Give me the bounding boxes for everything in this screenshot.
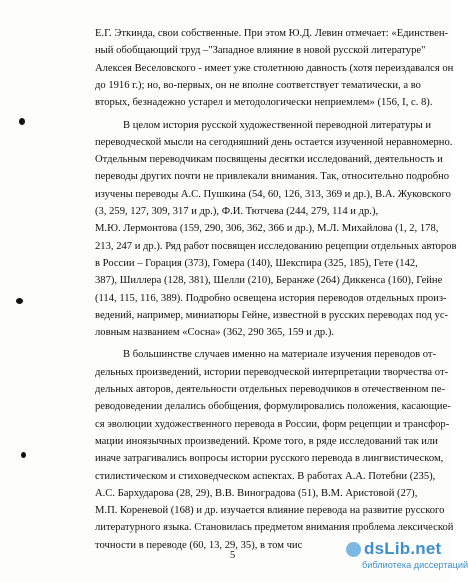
watermark-brand: dsLib.net bbox=[364, 539, 442, 558]
watermark-subtitle: библиотека диссертаций bbox=[362, 560, 468, 570]
dslib-logo-icon bbox=[346, 542, 361, 557]
text-line: 213, 247 и др.). Ряд работ посвящен исследованию рецепции отдельных авторов bbox=[95, 240, 457, 252]
text-line: вторых, безнадежно устарел и методологически неприемлем» (156, I, с. 8). bbox=[95, 97, 433, 109]
text-line: ведений, например, миниатюры Гейне, известной в русских переводах под ус- bbox=[95, 309, 449, 321]
text-line: Отдельным переводчикам посвящены десятки исследований, деятельность и bbox=[95, 154, 443, 166]
text-line: Алексея Веселовского - имеет уже столетнюю давность (хотя переиздавался он bbox=[95, 62, 454, 74]
text-line: ловным названием «Сосна» (362, 290 365, 159 и др.). bbox=[95, 327, 334, 339]
dslib-watermark[interactable] bbox=[346, 539, 468, 577]
scan-speck bbox=[16, 298, 23, 304]
text-line: стилистическом и стиховедческом аспектах. В работах А.А. Потебни (235), bbox=[95, 470, 436, 482]
text-line: переводы других почти не привлекали внимания. Так, относительно подробно bbox=[95, 171, 450, 183]
text-line: в России – Горация (373), Гомера (140), Шекспира (325, 185), Гете (142, bbox=[95, 257, 418, 269]
text-line: М.П. Кореневой (168) и др. изучается влияние перевода на развитие русского bbox=[95, 505, 445, 517]
paragraph-start: В большинстве случаев именно на материале изучения переводов от- bbox=[123, 349, 437, 361]
text-line: литературного языка. Становилась предметом внимания проблема лексической bbox=[95, 522, 454, 534]
scan-speck bbox=[19, 118, 25, 125]
text-line: А.С. Бархударова (28, 29), В.В. Виноградова (51), В.М. Аристовой (27), bbox=[95, 487, 418, 499]
page-number: 5 bbox=[230, 550, 236, 561]
text-line: переводческой мысли на сегодняшний день остается изученной неравномерно. bbox=[95, 136, 453, 148]
text-line: изучены переводы А.С. Пушкина (54, 60, 126, 313, 369 и др.), В.А. Жуковского bbox=[95, 188, 451, 200]
text-line: реводоведении делались обобщения, формулировались положения, касающие- bbox=[95, 401, 451, 413]
text-line: М.Ю. Лермонтова (159, 290, 306, 362, 366 и др.), М.Л. Михайлова (1, 2, 178, bbox=[95, 223, 439, 235]
text-line: (114, 115, 116, 389). Подробно освещена история переводов отдельных произ- bbox=[95, 292, 447, 304]
text-line: до 1916 г.); но, во-первых, он не вполне соответствует тематически, а во bbox=[95, 79, 421, 91]
text-line: 387), Шиллера (128, 381), Шелли (210), Беранже (264) Диккенса (160), Гейне bbox=[95, 275, 443, 287]
text-line: ный обобщающий труд –"Западное влияние в новой русской литературе" bbox=[95, 45, 426, 57]
text-line: точности в переводе (60, 13, 29, 35), в том чис bbox=[95, 539, 303, 551]
paragraph-start: В целом история русской художественной переводной литературы и bbox=[123, 119, 432, 131]
text-line: (3, 259, 127, 309, 317 и др.), Ф.И. Тютчева (244, 279, 114 и др.), bbox=[95, 206, 379, 217]
text-line: иначе затрагивались вопросы истории русского перевода в лингвистическом, bbox=[95, 453, 444, 465]
text-line: дельных авторов, деятельности отдельных переводчиков в отечественном пе- bbox=[95, 384, 446, 395]
text-line: мации иноязычных произведений. Кроме того, в ряде исследований так или bbox=[95, 435, 438, 447]
text-line: дельных произведений, истории переводческой интерпретации творчества от- bbox=[95, 366, 449, 378]
text-line: ся эволюции художественного перевода в России, форм рецепции и трансфор- bbox=[95, 418, 450, 430]
scan-speck bbox=[21, 452, 26, 458]
text-line: Е.Г. Эткинда, свои собственные. При этом Ю.Д. Левин отмечает: «Единствен- bbox=[95, 28, 449, 39]
